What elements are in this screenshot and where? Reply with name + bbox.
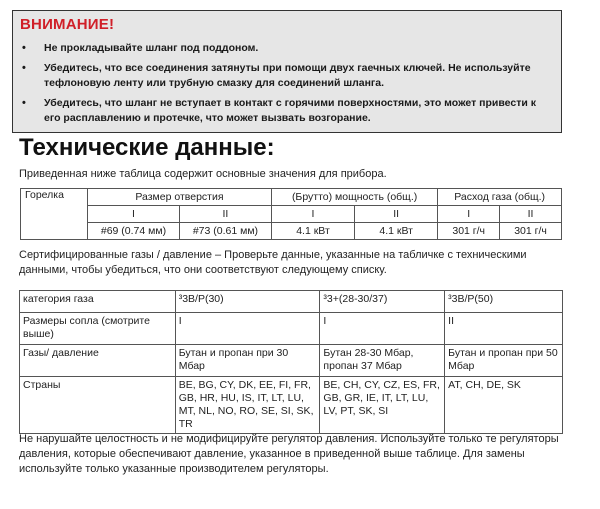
- table-row: [21, 206, 562, 223]
- table-row: [20, 291, 563, 313]
- subheader-cell: II: [500, 206, 562, 223]
- table-cell: Газы/ давление: [20, 345, 176, 377]
- table-cell: Бутан и пропан при 30 Мбар: [175, 345, 320, 377]
- value-cell: 301 г/ч: [438, 223, 500, 240]
- warning-item-text: Убедитесь, что шланг не вступает в контакт с горячими поверхностями, это может привести к его расплавлению и протечке, что может вызвать возгорание.: [44, 97, 536, 124]
- warning-item: [13, 61, 563, 91]
- table-cell: ³3B/P(50): [445, 291, 563, 313]
- subheader-cell: I: [88, 206, 180, 223]
- value-cell: 4.1 кВт: [355, 223, 438, 240]
- value-cell: #73 (0.61 мм): [179, 223, 271, 240]
- table-row: [20, 313, 563, 345]
- table-row: [21, 223, 562, 240]
- value-cell: 4.1 кВт: [271, 223, 354, 240]
- bullet-icon: •: [22, 42, 26, 54]
- table-cell: II: [445, 313, 563, 345]
- table-cell: Размеры сопла (смотрите выше): [20, 313, 176, 345]
- specs-table: [20, 188, 562, 240]
- warning-item-text: Не прокладывайте шланг под поддоном.: [44, 42, 259, 54]
- header-size: Размер отверстия: [88, 189, 272, 206]
- warning-item: [13, 41, 563, 56]
- warning-item: [13, 96, 563, 126]
- intro-text: Приведенная ниже таблица содержит основные значения для прибора.: [19, 168, 387, 180]
- bullet-icon: •: [22, 62, 26, 74]
- subheader-cell: II: [355, 206, 438, 223]
- table-cell: Страны: [20, 377, 176, 434]
- table-cell: I: [175, 313, 320, 345]
- regulator-notice-text: Не нарушайте целостность и не модифицируйте регулятор давления. Используйте только те регуляторы давления, которые обеспечивают давление, указанное в приведенной выше таблице. Для замены используйте только указанные производителем регуляторы.: [19, 433, 559, 475]
- subheader-cell: II: [179, 206, 271, 223]
- header-gas: Расход газа (общ.): [438, 189, 562, 206]
- warning-title: ВНИМАНИЕ!: [20, 16, 115, 33]
- certified-gases-text: Сертифицированные газы / давление – Проверьте данные, указанные на табличке с техническими данными, чтобы убедиться, что они соответствуют следующему списку.: [19, 249, 527, 276]
- burner-label: Горелка: [21, 189, 88, 240]
- table-cell: BE, BG, CY, DK, EE, FI, FR, GB, HR, HU, IS, IT, LT, LU, MT, NL, NO, RO, SE, SI, SK, TR: [175, 377, 320, 434]
- value-cell: #69 (0.74 мм): [88, 223, 180, 240]
- table-row: [20, 345, 563, 377]
- bullet-icon: •: [22, 97, 26, 109]
- table-cell: категория газа: [20, 291, 176, 313]
- table-row: [20, 377, 563, 434]
- subheader-cell: I: [271, 206, 354, 223]
- table-cell: ³3+(28-30/37): [320, 291, 445, 313]
- table-cell: AT, CH, DE, SK: [445, 377, 563, 434]
- table-cell: ³3B/P(30): [175, 291, 320, 313]
- warning-list: [13, 41, 563, 131]
- section-title: Технические данные:: [19, 134, 275, 161]
- warning-item-text: Убедитесь, что все соединения затянуты при помощи двух гаечных ключей. Не используйте тефлоновую ленту или трубную смазку для соединений шланга.: [44, 62, 531, 89]
- gas-category-table: [19, 290, 563, 434]
- table-cell: BE, CH, CY, CZ, ES, FR, GB, GR, IE, IT, LT, LU, LV, PT, SK, SI: [320, 377, 445, 434]
- warning-box: [12, 10, 562, 133]
- header-power: (Брутто) мощность (общ.): [271, 189, 437, 206]
- table-cell: Бутан и пропан при 50 Мбар: [445, 345, 563, 377]
- value-cell: 301 г/ч: [500, 223, 562, 240]
- table-row: [21, 189, 562, 206]
- table-cell: I: [320, 313, 445, 345]
- table-cell: Бутан 28-30 Мбар, пропан 37 Мбар: [320, 345, 445, 377]
- subheader-cell: I: [438, 206, 500, 223]
